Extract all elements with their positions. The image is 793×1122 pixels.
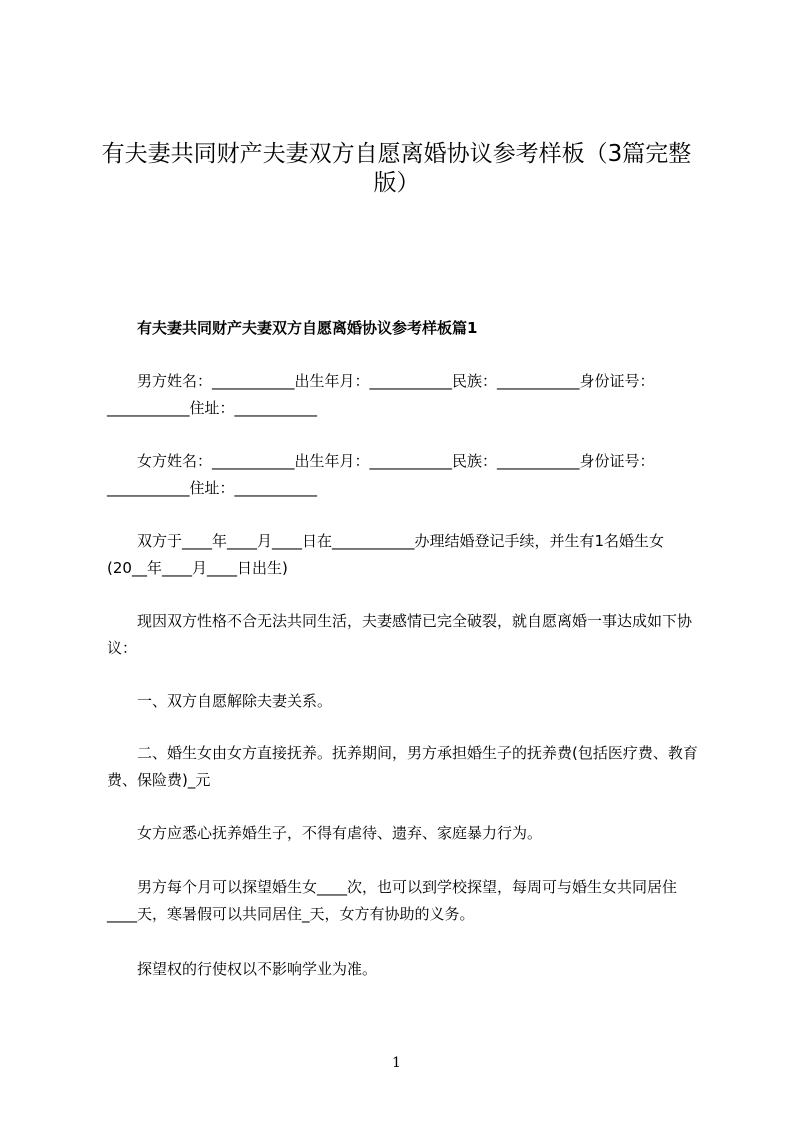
clause-2-paragraph: 二、婚生女由女方直接抚养。抚养期间，男方承担婚生子的抚养费(包括医疗费、教育费、保险费)_元 [107,744,698,789]
page-number: 1 [392,1055,401,1071]
clause-4-paragraph: 男方每个月可以探望婚生女____次，也可以到学校探望，每周可与婚生女共同居住____天，寒暑假可以共同居住_天，女方有协助的义务。 [107,878,678,923]
marriage-info-paragraph: 双方于____年____月____日在___________办理结婚登记手续，并生有1名婚生女(20__年____月____日出生) [107,532,665,577]
section-heading: 有夫妻共同财产夫妻双方自愿离婚协议参考样板篇1 [137,319,478,337]
clause-3-paragraph: 女方应悉心抚养婚生子，不得有虐待、遗弃、家庭暴力行为。 [137,824,543,842]
clause-1-paragraph: 一、双方自愿解除夫妻关系。 [137,692,333,710]
clause-5-paragraph: 探望权的行使权以不影响学业为准。 [137,960,378,978]
female-info-paragraph: 女方姓名：___________出生年月：___________民族：___________身份证号：___________住址：___________ [107,452,655,497]
divorce-reason-paragraph: 现因双方性格不合无法共同生活，夫妻感情已完全破裂，就自愿离婚一事达成如下协议： [107,612,693,657]
document-title: 有夫妻共同财产夫妻双方自愿离婚协议参考样板（3篇完整版） [101,141,692,196]
male-info-paragraph: 男方姓名：___________出生年月：___________民族：___________身份证号：___________住址：___________ [107,372,655,417]
